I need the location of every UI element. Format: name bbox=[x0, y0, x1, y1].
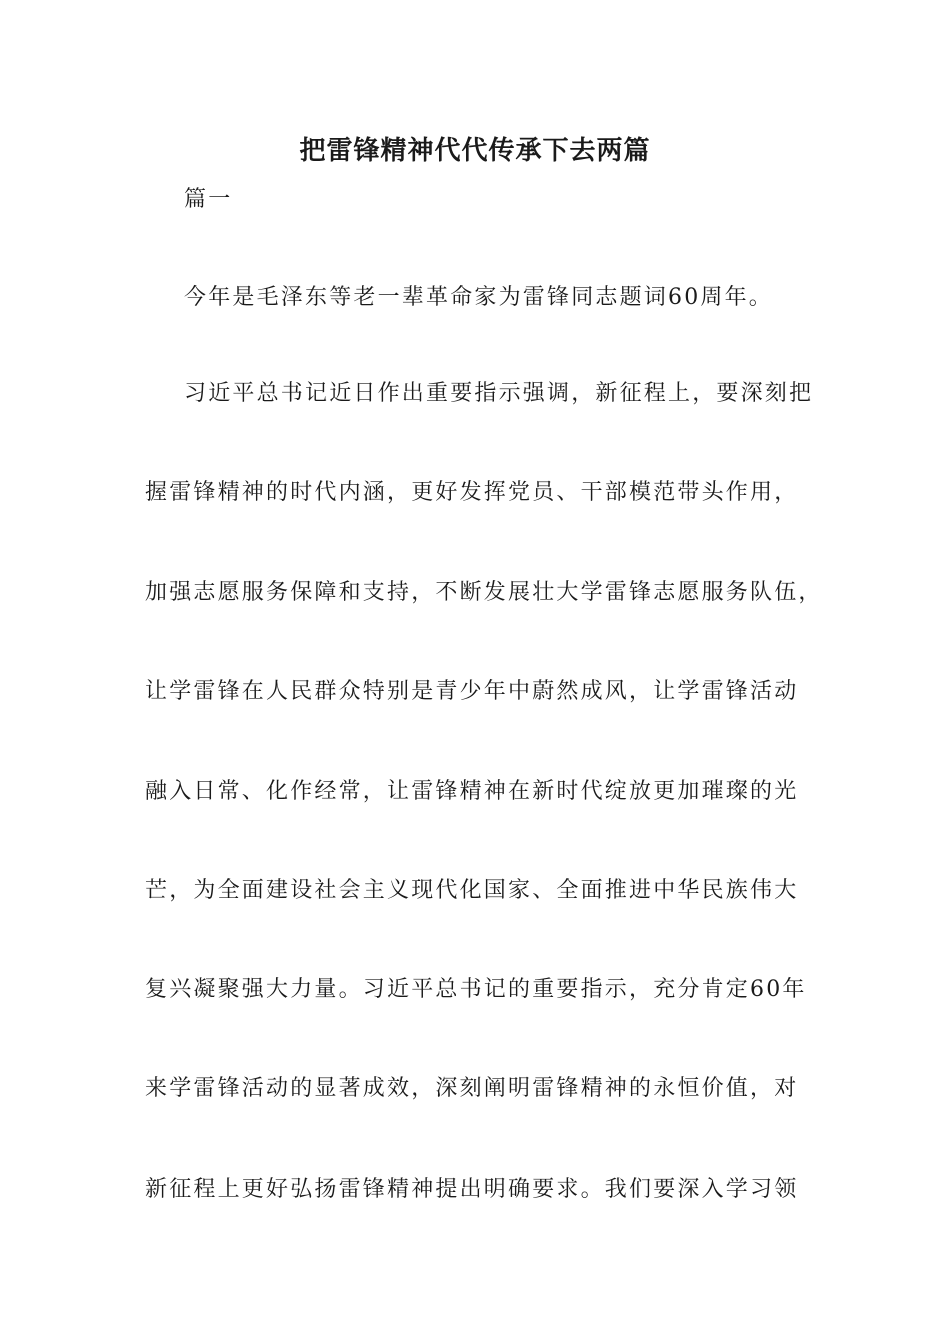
document-title: 把雷锋精神代代传承下去两篇 bbox=[299, 136, 651, 166]
paragraph-line: 融入日常、化作经常，让雷锋精神在新时代绽放更加璀璨的光 bbox=[145, 779, 799, 804]
paragraph-line: 让学雷锋在人民群众特别是青少年中蔚然成风，让学雷锋活动 bbox=[145, 679, 799, 704]
paragraph-line: 加强志愿服务保障和支持，不断发展壮大学雷锋志愿服务队伍， bbox=[145, 580, 823, 605]
paragraph-line: 今年是毛泽东等老一辈革命家为雷锋同志题词60周年。 bbox=[184, 285, 773, 310]
paragraph-line: 习近平总书记近日作出重要指示强调，新征程上，要深刻把 bbox=[184, 381, 814, 406]
section-heading: 篇一 bbox=[184, 187, 233, 212]
paragraph-line: 复兴凝聚强大力量。习近平总书记的重要指示，充分肯定60年 bbox=[145, 977, 807, 1002]
paragraph-line: 握雷锋精神的时代内涵，更好发挥党员、干部模范带头作用， bbox=[145, 480, 799, 505]
paragraph-line: 新征程上更好弘扬雷锋精神提出明确要求。我们要深入学习领 bbox=[145, 1177, 799, 1202]
paragraph-line: 芒，为全面建设社会主义现代化国家、全面推进中华民族伟大 bbox=[145, 878, 799, 903]
paragraph-line: 来学雷锋活动的显著成效，深刻阐明雷锋精神的永恒价值，对 bbox=[145, 1076, 799, 1101]
